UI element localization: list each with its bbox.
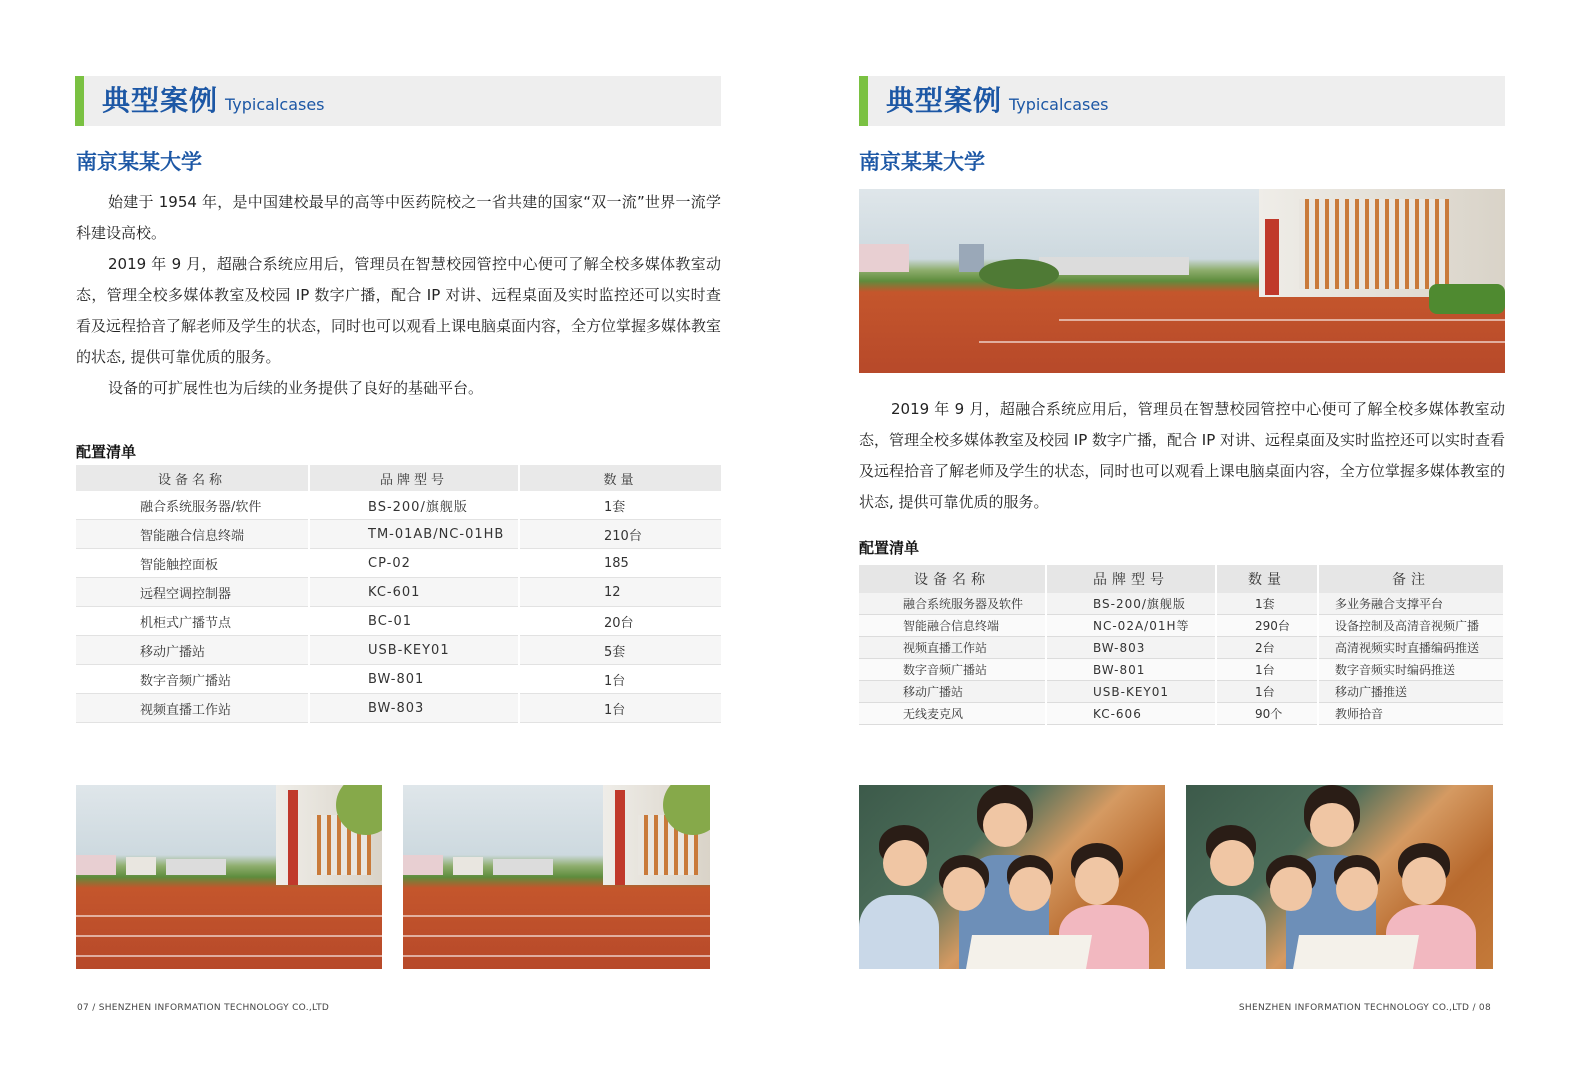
table-cell: 视频直播工作站	[859, 637, 1046, 659]
table-cell: 融合系统服务器/软件	[76, 491, 309, 520]
table-row	[859, 593, 1504, 615]
table-cell: 移动广播推送	[1318, 681, 1504, 703]
campus-track-photo	[403, 785, 710, 969]
table-cell: 智能触控面板	[76, 549, 309, 578]
table-cell: 1套	[519, 491, 721, 520]
table-row	[76, 607, 721, 636]
table-cell: 20台	[519, 607, 721, 636]
table-header-row	[76, 465, 721, 491]
table-cell: 210台	[519, 520, 721, 549]
table-row	[859, 637, 1504, 659]
column-header: 设备名称	[76, 465, 309, 491]
classroom-kids-photo	[859, 785, 1165, 969]
table-header-row	[859, 565, 1504, 593]
table-row	[76, 578, 721, 607]
table-cell: 数字音频实时编码推送	[1318, 659, 1504, 681]
table-cell: 智能融合信息终端	[76, 520, 309, 549]
table-cell: BC-01	[309, 607, 519, 636]
table-cell: 数字音频广播站	[76, 665, 309, 694]
campus-track-photo	[859, 189, 1505, 373]
table-row	[859, 615, 1504, 637]
table-row	[76, 665, 721, 694]
table-cell: 教师拾音	[1318, 703, 1504, 725]
table-row	[76, 520, 721, 549]
table-cell: NC-02A/01H等	[1046, 615, 1216, 637]
table-cell: USB-KEY01	[309, 636, 519, 665]
case-subtitle: 南京某某大学	[859, 150, 985, 174]
case-subtitle: 南京某某大学	[76, 150, 202, 174]
table-cell: 1台	[519, 694, 721, 723]
table-cell: 融合系统服务器及软件	[859, 593, 1046, 615]
table-cell: TM-01AB/NC-01HB	[309, 520, 519, 549]
classroom-kids-photo	[1186, 785, 1493, 969]
column-header: 数量	[519, 465, 721, 491]
column-header: 数量	[1216, 565, 1318, 593]
table-cell: 290台	[1216, 615, 1318, 637]
table-cell: 无线麦克风	[859, 703, 1046, 725]
table-row	[76, 491, 721, 520]
table-cell: USB-KEY01	[1046, 681, 1216, 703]
case-description	[76, 187, 721, 404]
table-cell: 高清视频实时直播编码推送	[1318, 637, 1504, 659]
column-header: 备注	[1318, 565, 1504, 593]
table-cell: KC-606	[1046, 703, 1216, 725]
table-cell: 12	[519, 578, 721, 607]
table-cell: 视频直播工作站	[76, 694, 309, 723]
section-banner	[75, 76, 721, 126]
column-header: 品牌型号	[1046, 565, 1216, 593]
table-cell: BS-200/旗舰版	[1046, 593, 1216, 615]
banner-title-zh: 典型案例	[886, 84, 1003, 117]
table-cell: BW-803	[1046, 637, 1216, 659]
column-header: 品牌型号	[309, 465, 519, 491]
paragraph: 设备的可扩展性也为后续的业务提供了良好的基础平台。	[108, 379, 484, 397]
config-table	[859, 565, 1505, 725]
right-page	[794, 0, 1588, 1077]
table-cell: 1台	[1216, 659, 1318, 681]
table-cell: 移动广播站	[859, 681, 1046, 703]
table-cell: 1台	[519, 665, 721, 694]
config-list-title: 配置清单	[76, 443, 137, 461]
config-table	[76, 465, 721, 723]
paragraph: 2019 年 9 月，超融合系统应用后，管理员在智慧校园管控中心便可了解全校多媒体教室动态，管理全校多媒体教室及校园 IP 数字广播，配合 IP 对讲、远程桌面及实时监控还可以实时查看及远程拾音了解老师及学生的状态，同时也可以观看上课电脑桌面内容，全方位掌握多媒体教室的状态, 提供可靠优质的服务。	[859, 400, 1506, 511]
case-description	[859, 394, 1505, 518]
table-cell: 185	[519, 549, 721, 578]
table-cell: CP-02	[309, 549, 519, 578]
accent-bar	[859, 76, 868, 126]
banner-title-zh: 典型案例	[102, 84, 219, 117]
table-cell: 机柜式广播节点	[76, 607, 309, 636]
table-cell: BS-200/旗舰版	[309, 491, 519, 520]
page-footer: SHENZHEN INFORMATION TECHNOLOGY CO.,LTD / 08	[1238, 1003, 1491, 1013]
table-cell: BW-801	[309, 665, 519, 694]
column-header: 设备名称	[859, 565, 1046, 593]
table-row	[859, 659, 1504, 681]
section-banner	[859, 76, 1505, 126]
paragraph: 始建于 1954 年，是中国建校最早的高等中医药院校之一省共建的国家“双一流”世界一流学科建设高校。	[76, 193, 721, 242]
table-cell: BW-803	[309, 694, 519, 723]
table-row	[76, 636, 721, 665]
table-cell: BW-801	[1046, 659, 1216, 681]
table-cell: 设备控制及高清音视频广播	[1318, 615, 1504, 637]
table-cell: 5套	[519, 636, 721, 665]
table-cell: 2台	[1216, 637, 1318, 659]
table-cell: 智能融合信息终端	[859, 615, 1046, 637]
table-cell: 1台	[1216, 681, 1318, 703]
table-row	[859, 681, 1504, 703]
accent-bar	[75, 76, 84, 126]
table-cell: KC-601	[309, 578, 519, 607]
table-cell: 数字音频广播站	[859, 659, 1046, 681]
paragraph: 2019 年 9 月，超融合系统应用后，管理员在智慧校园管控中心便可了解全校多媒体教室动态，管理全校多媒体教室及校园 IP 数字广播，配合 IP 对讲、远程桌面及实时监控还可以实时查看及远程拾音了解老师及学生的状态，同时也可以观看上课电脑桌面内容，全方位掌握多媒体教室的状态, 提供可靠优质的服务。	[76, 255, 722, 366]
table-row	[76, 549, 721, 578]
table-cell: 90个	[1216, 703, 1318, 725]
banner-title-en: Typicalcases	[225, 95, 325, 114]
page-footer: 07 / SHENZHEN INFORMATION TECHNOLOGY CO.,LTD	[77, 1003, 330, 1013]
banner-title-en: Typicalcases	[1009, 95, 1109, 114]
table-row	[76, 694, 721, 723]
table-row	[859, 703, 1504, 725]
campus-track-photo	[76, 785, 382, 969]
table-cell: 多业务融合支撑平台	[1318, 593, 1504, 615]
table-cell: 1套	[1216, 593, 1318, 615]
table-cell: 远程空调控制器	[76, 578, 309, 607]
config-list-title: 配置清单	[859, 539, 920, 557]
table-cell: 移动广播站	[76, 636, 309, 665]
